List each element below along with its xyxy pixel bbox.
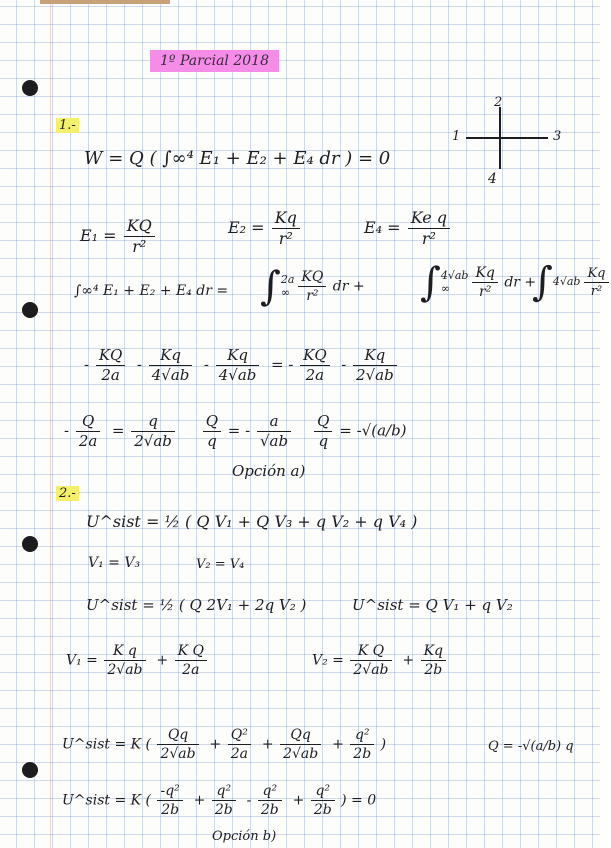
problem-2-label: 2.- bbox=[56, 486, 79, 501]
integral-term-2: ∫ 4√ab ∞ $\frac{Kq}{\text{r²}}$ dr + bbox=[420, 259, 537, 306]
work-equation: W = Q ( ∫∞⁴ E₁ + E₂ + E₄ dr ) = 0 bbox=[84, 148, 391, 169]
charge-relation-note: Q = -√(a/b) q bbox=[488, 739, 574, 754]
axis-label-top: 2 bbox=[494, 95, 503, 110]
energy-equation: U^sist = ½ ( Q V₁ + Q V₃ + q V₂ + q V₄ ) bbox=[86, 512, 418, 531]
answer-1: Opción a) bbox=[232, 462, 306, 480]
v1-equals-v3: V₁ = V₃ bbox=[88, 555, 141, 571]
binder-hole bbox=[22, 536, 38, 552]
binder-hole bbox=[22, 762, 38, 778]
energy-reduced: U^sist = Q V₁ + q V₂ bbox=[352, 596, 513, 614]
field-e1: E₁ = $\frac{KQ}{\text{r²}}$ bbox=[80, 218, 157, 255]
field-e2: E₂ = $\frac{Kq}{\text{r²}}$ bbox=[228, 210, 302, 247]
axis-label-left: 1 bbox=[452, 129, 461, 144]
integral-sum-lhs: ∫∞⁴ E₁ + E₂ + E₄ dr = bbox=[74, 283, 229, 299]
potential-v2: V₂ = $\frac{\text{K Q}}{2√ab}$ + $\frac{Kq}{2b}$ bbox=[312, 644, 448, 677]
axis-label-bottom: 4 bbox=[488, 171, 497, 187]
integral-term-1: ∫ 2a ∞ $\frac{KQ}{\text{r²}}$ dr + bbox=[260, 263, 365, 310]
energy-result: U^sist = K ( $\frac{\text{-q²}}{2b}$ + $\frac{\text{q²}}{2b}$ - $\frac{\text{q²}}{2b}$ + $\frac{\text{q²}}{2b}$ ) = 0 bbox=[62, 783, 377, 818]
binder-hole bbox=[22, 80, 38, 96]
problem-1-label: 1.- bbox=[56, 118, 79, 133]
v2-equals-v4: V₂ = V₄ bbox=[196, 557, 245, 572]
axis-label-right: 3 bbox=[553, 129, 562, 144]
charge-ratio-line: - $\frac{Q}{2a}$ = $\frac{q}{2√ab}$ $\frac{Q}{q}$ = - $\frac{a}{√ab}$ $\frac{Q}{q}$ = -√(a/b) bbox=[64, 412, 407, 450]
integral-term-3: ∫ 4√ab $\frac{Kq}{\text{r²}}$ bbox=[532, 266, 611, 298]
torn-edge bbox=[40, 0, 170, 4]
exam-title: 1º Parcial 2018 bbox=[150, 50, 279, 72]
answer-2: Opción b) bbox=[212, 829, 277, 844]
field-e4: E₄ = $\frac{\text{Ke q}}{\text{r²}}$ bbox=[364, 210, 452, 247]
margin-line bbox=[50, 0, 51, 848]
potential-v1: V₁ = $\frac{\text{K q}}{2√ab}$ + $\frac{\text{K Q}}{2a}$ bbox=[66, 644, 209, 677]
energy-expanded: U^sist = K ( $\frac{Qq}{2√ab}$ + $\frac{\text{Q²}}{2a}$ + $\frac{Qq}{2√ab}$ + $\frac{\text{q²}}{2b}$ ) bbox=[62, 727, 387, 762]
energy-simplified: U^sist = ½ ( Q 2V₁ + 2q V₂ ) bbox=[86, 596, 307, 614]
binder-hole bbox=[22, 302, 38, 318]
evaluated-integrals: - $\frac{KQ}{2a}$ - $\frac{Kq}{4√ab}$ - $\frac{Kq}{4√ab}$ = - $\frac{KQ}{2a}$ - $\frac{Kq}{2√ab}$ bbox=[84, 348, 399, 383]
